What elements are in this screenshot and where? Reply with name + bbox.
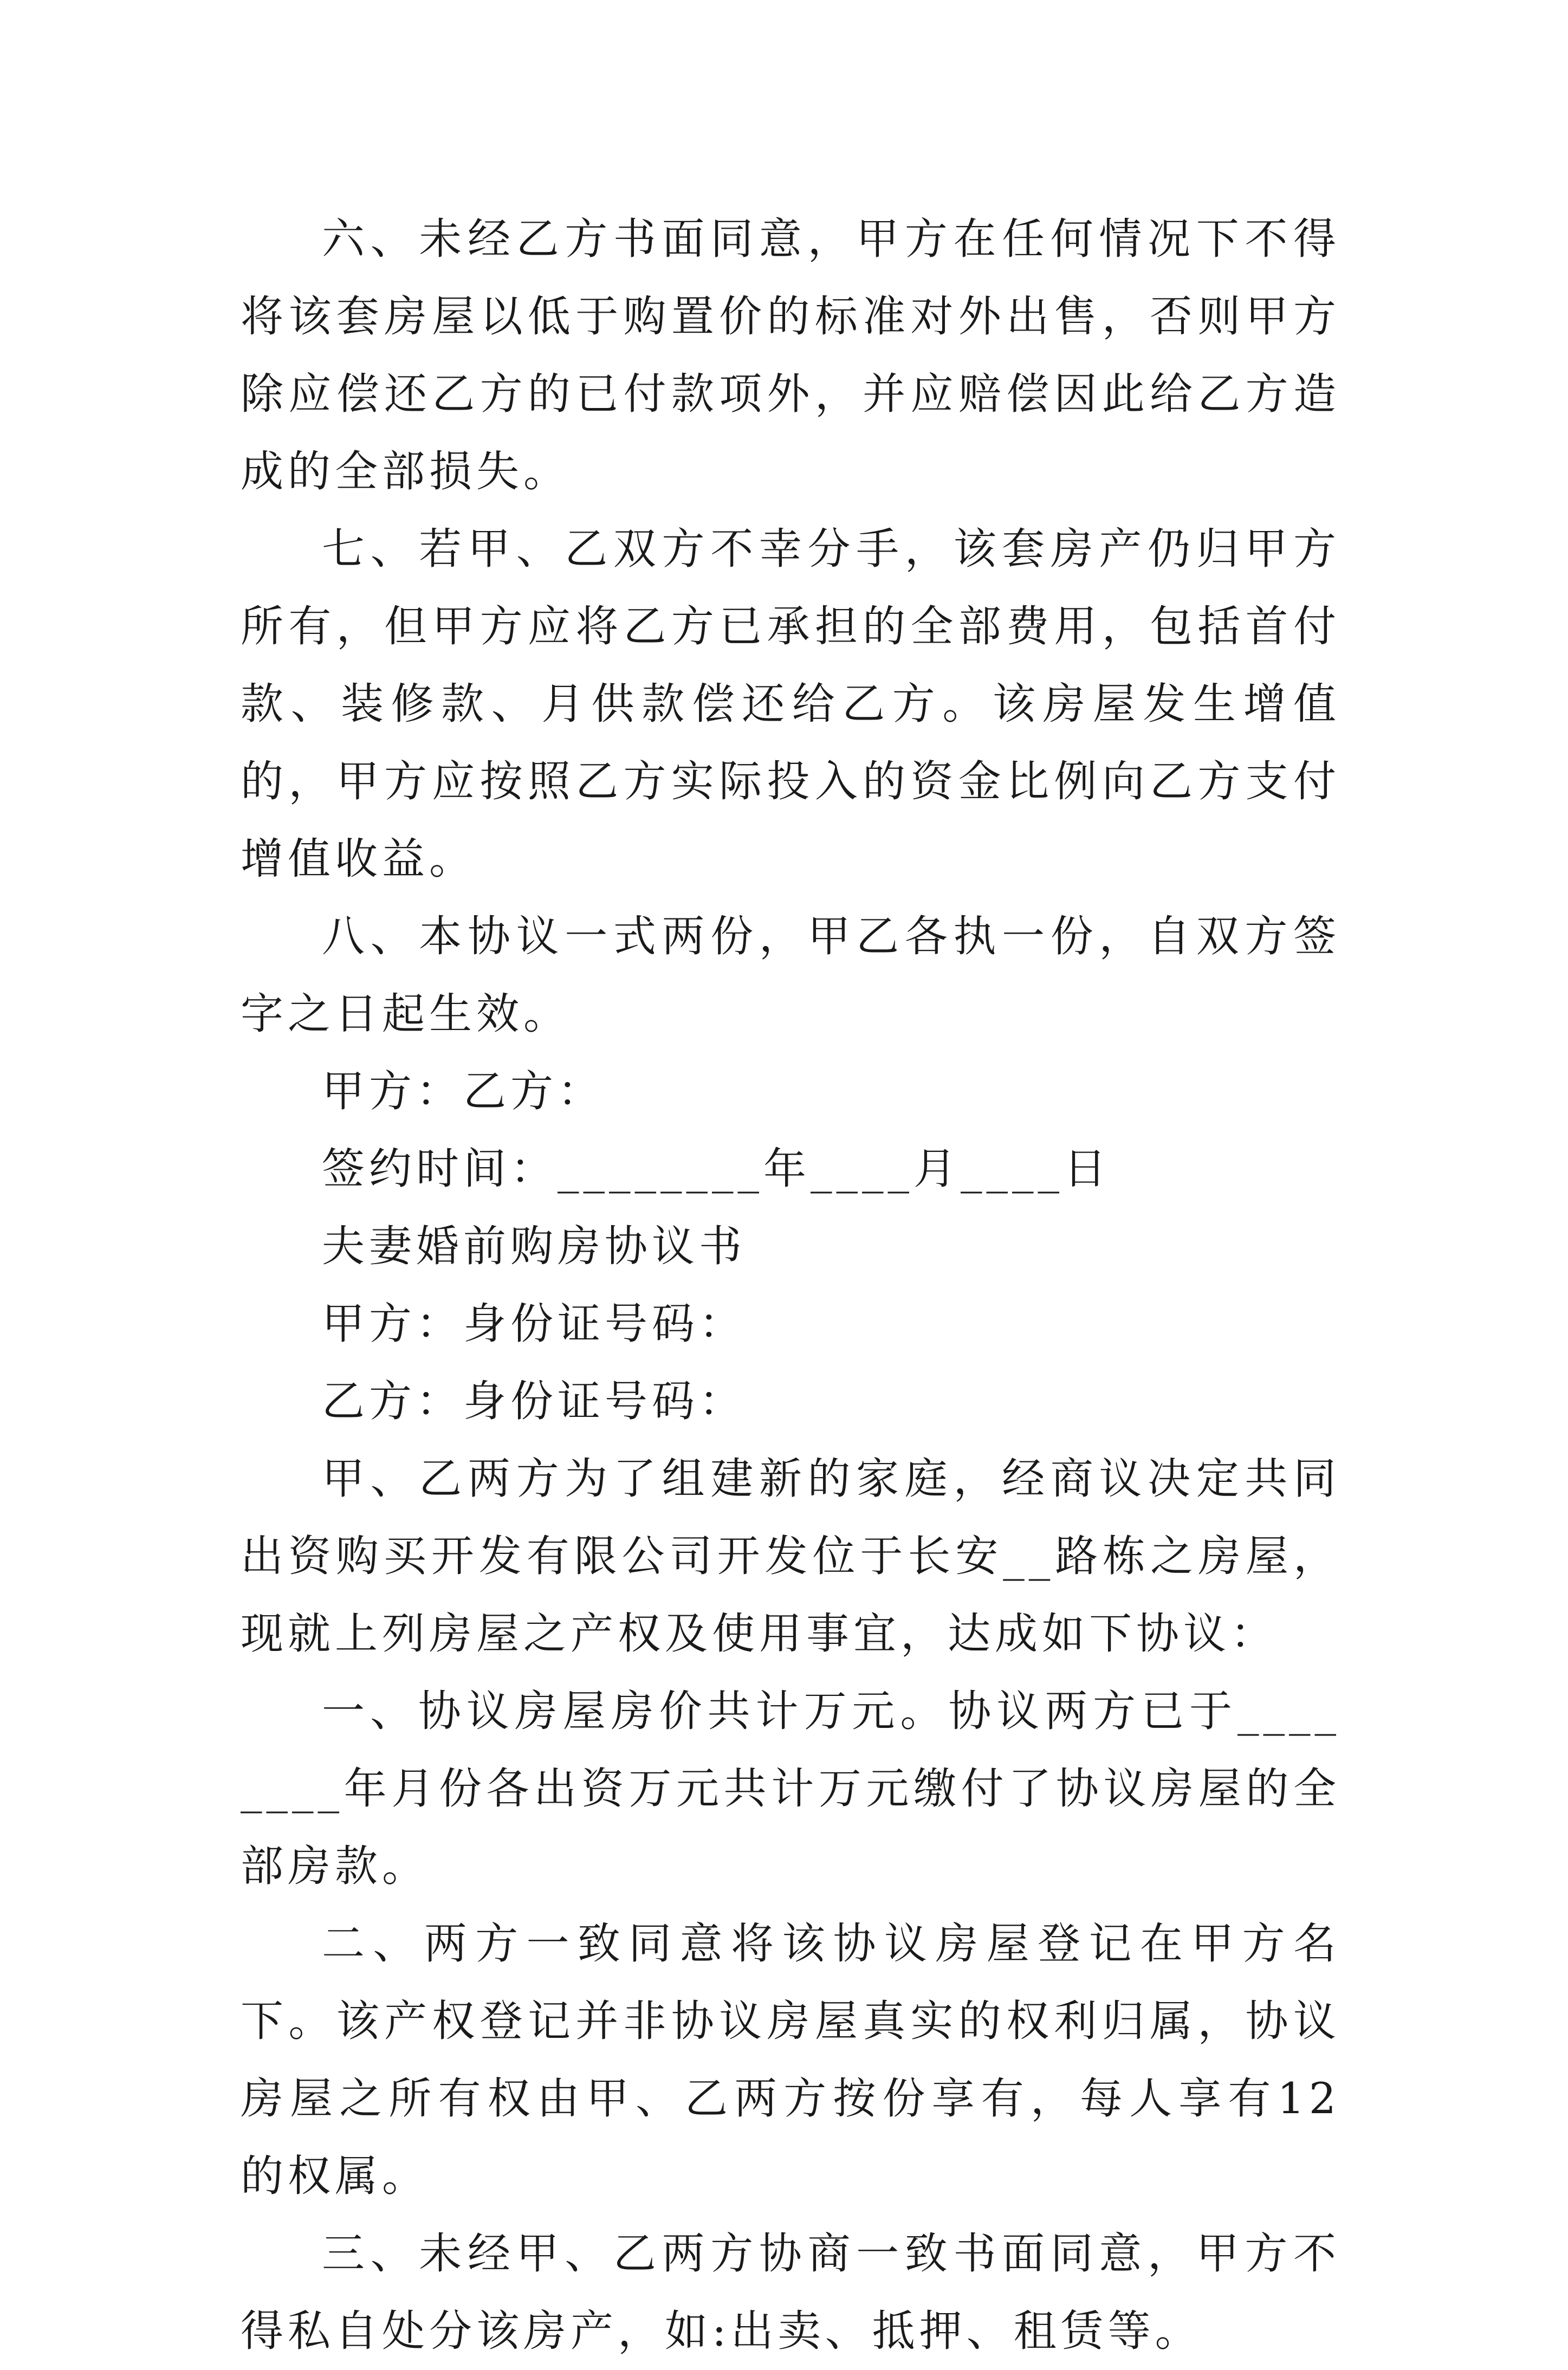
clause-3: 三、未经甲、乙两方协商一致书面同意，甲方不得私自处分该房产，如:出卖、抵押、租赁等。 <box>241 2229 1340 2356</box>
clause-2: 二、两方一致同意将该协议房屋登记在甲方名下。该产权登记并非协议房屋真实的权利归属，协议房屋之所有权由甲、乙两方按份享有，每人享有12的权属。 <box>241 1919 1340 2201</box>
clause-1: 一、协议房屋房价共计万元。协议两方已于________年月份各出资万元共计万元缴付了协议房屋的全部房款。 <box>241 1686 1340 1891</box>
clause-7: 七、若甲、乙双方不幸分手，该套房产仍归甲方所有，但甲方应将乙方已承担的全部费用，包括首付款、装修款、月供款偿还给乙方。该房屋发生增值的，甲方应按照乙方实际投入的资金比例向乙方支付增值收益。 <box>241 524 1340 884</box>
preamble: 甲、乙两方为了组建新的家庭，经商议决定共同出资购买开发有限公司开发位于长安__路栋之房屋，现就上列房屋之产权及使用事宜，达成如下协议： <box>241 1454 1340 1659</box>
clause-6: 六、未经乙方书面同意，甲方在任何情况下不得将该套房屋以低于购置价的标准对外出售，否则甲方除应偿还乙方的已付款项外，并应赔偿因此给乙方造成的全部损失。 <box>241 214 1340 496</box>
document-body <box>241 200 1340 2370</box>
party-b-id: 乙方：身份证号码： <box>322 1376 746 1426</box>
signature-parties: 甲方：乙方： <box>322 1066 605 1116</box>
agreement-title: 夫妻婚前购房协议书 <box>322 1221 746 1271</box>
party-a-id: 甲方：身份证号码： <box>322 1299 746 1349</box>
signing-date: 签约时间：________年____月____日 <box>322 1144 1111 1194</box>
clause-8: 八、本协议一式两份，甲乙各执一份，自双方签字之日起生效。 <box>241 911 1340 1039</box>
